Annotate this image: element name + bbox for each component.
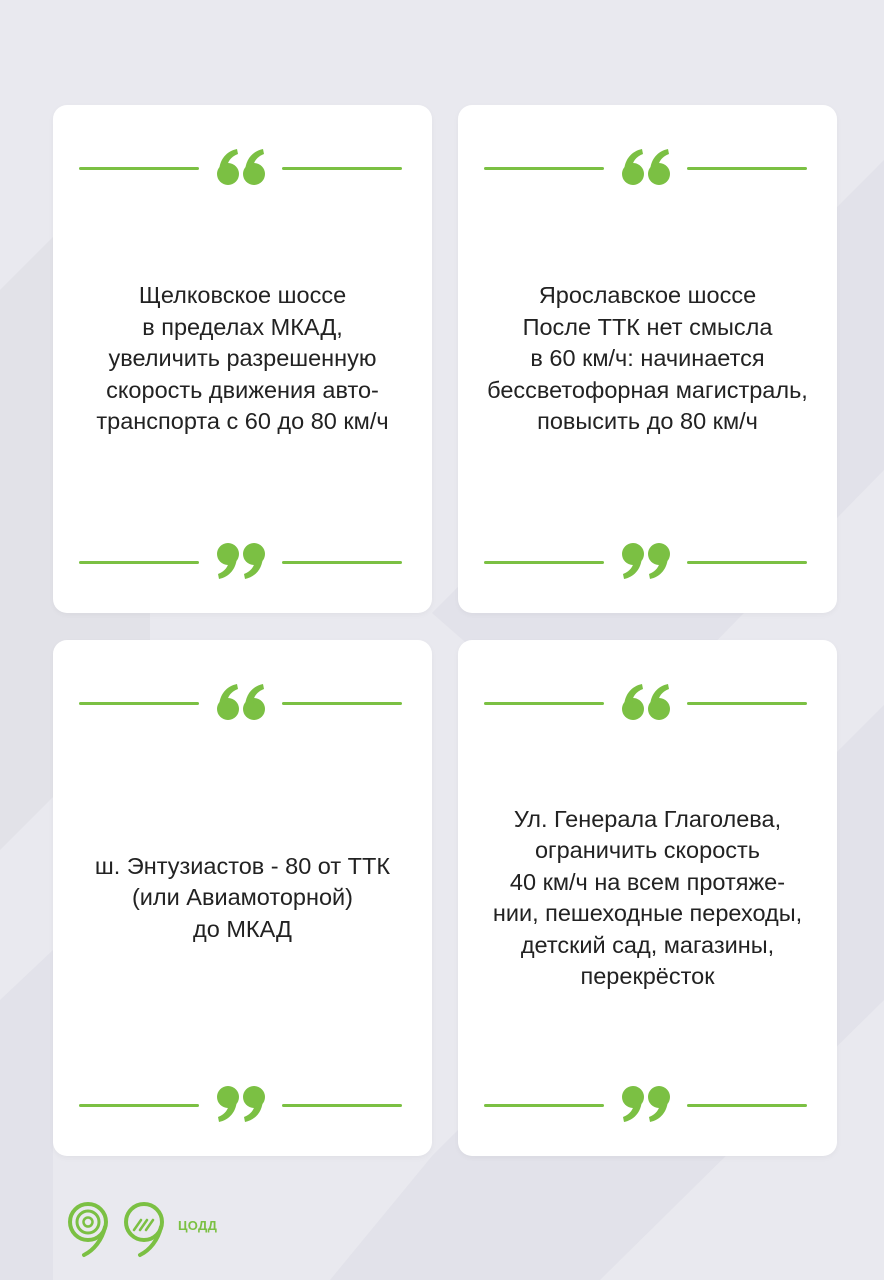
divider-line [282, 1104, 402, 1107]
quote-text: Ул. Генерала Глаголева, ограничить скорость 40 км/ч на всем протяже- нии, пешеходные переходы, детский сад, магазины, перекрёсток [492, 805, 803, 989]
divider-line [484, 1104, 604, 1107]
divider-line [282, 561, 402, 564]
close-quote-icon [618, 1084, 674, 1124]
quote-text: ш. Энтузиастов - 80 от ТТК (или Авиамоторной) до МКАД [94, 852, 391, 942]
quote-card [458, 640, 837, 1156]
close-quote-icon [213, 541, 269, 581]
bottom-divider [79, 1084, 402, 1124]
quote-text: Ярославское шоссе После ТТК нет смысла в 60 км/ч: начинается бессветофорная магистраль, повысить до 80 км/ч [487, 282, 808, 435]
quote-card [458, 105, 837, 613]
divider-line [687, 167, 807, 170]
close-quote-icon [618, 541, 674, 581]
divider-line [687, 702, 807, 705]
divider-line [282, 702, 402, 705]
close-quote-icon [213, 1084, 269, 1124]
bottom-divider [484, 541, 807, 581]
divider-line [79, 561, 199, 564]
divider-line [79, 167, 199, 170]
tsodd-logo-icon [66, 1200, 176, 1258]
divider-line [484, 167, 604, 170]
bottom-divider [79, 541, 402, 581]
bottom-divider [484, 1084, 807, 1124]
divider-line [687, 1104, 807, 1107]
quote-card [53, 105, 432, 613]
divider-line [79, 702, 199, 705]
quote-card [53, 640, 432, 1156]
divider-line [282, 167, 402, 170]
divider-line [484, 561, 604, 564]
quote-text: Щелковское шоссе в пределах МКАД, увеличить разрешенную скорость движения авто- транспорта с 60 до 80 км/ч [96, 282, 389, 435]
divider-line [687, 561, 807, 564]
brand-name: ЦОДД [178, 1218, 218, 1233]
divider-line [79, 1104, 199, 1107]
divider-line [484, 702, 604, 705]
